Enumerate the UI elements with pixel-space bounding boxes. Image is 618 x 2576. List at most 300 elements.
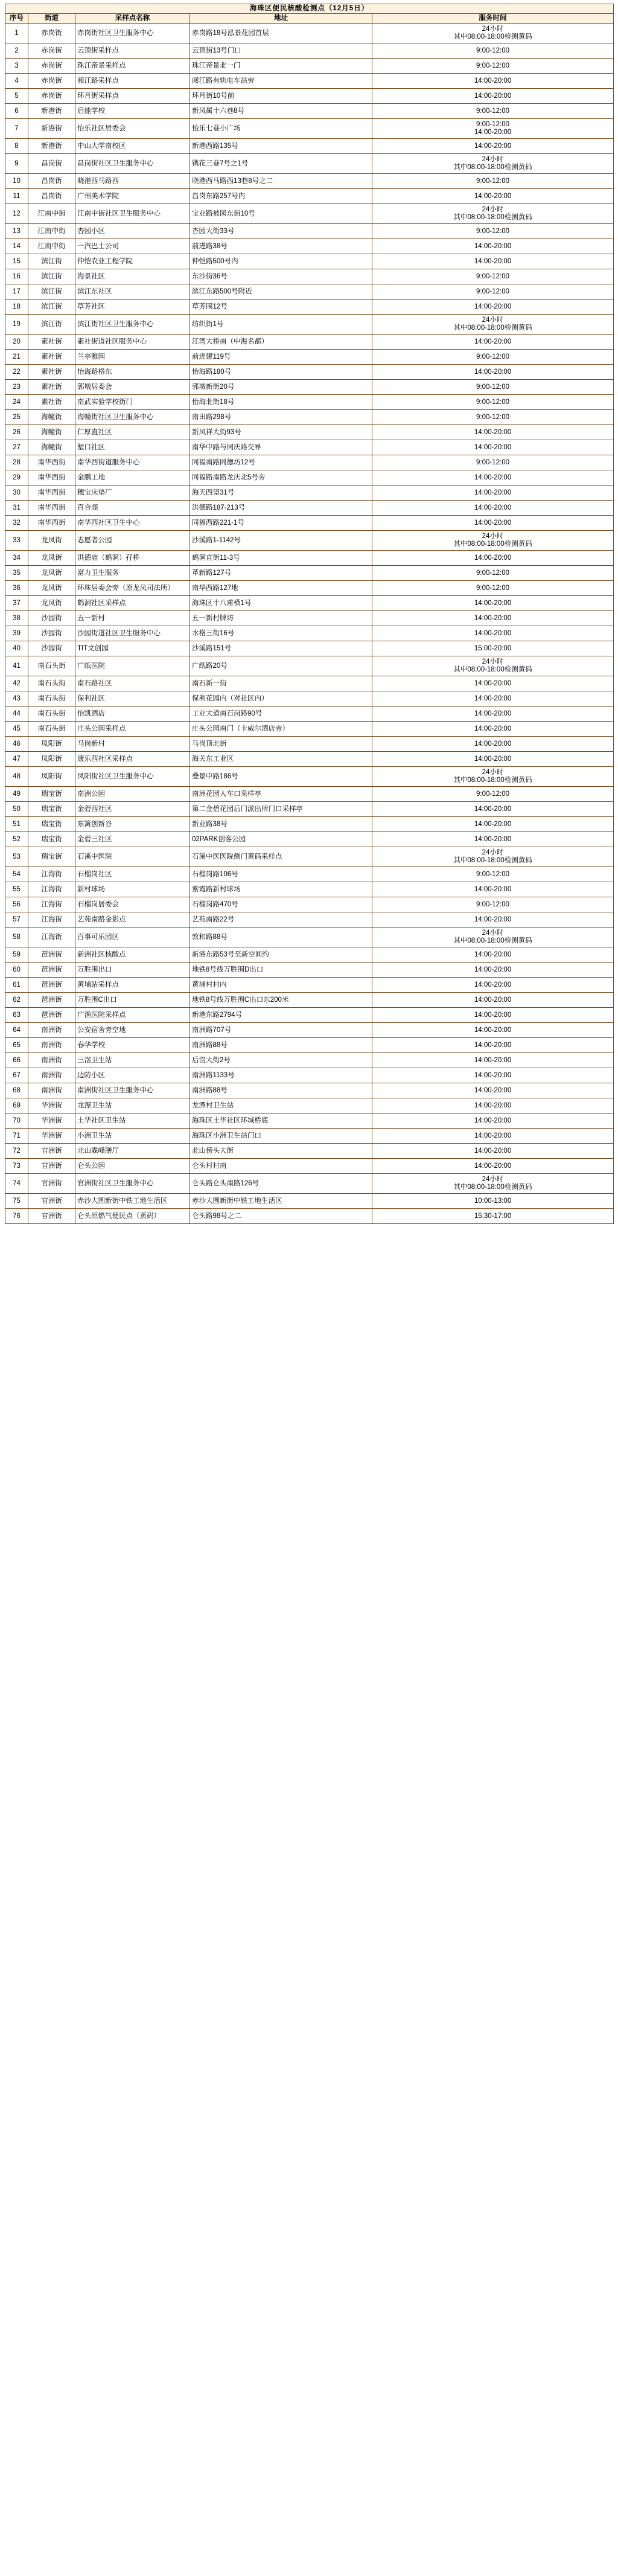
table-row <box>5 978 614 993</box>
cell-street: 昌岗街 <box>28 174 75 189</box>
cell-site-name: 鹤洞社区采样点 <box>75 596 190 611</box>
cell-index: 31 <box>5 501 28 516</box>
cell-site-name: 怡凯酒店 <box>75 706 190 722</box>
cell-index: 37 <box>5 596 28 611</box>
cell-service-time <box>372 224 614 239</box>
table-row <box>5 767 614 787</box>
service-time-line1: 24小时 <box>482 25 504 33</box>
cell-address: 新港东路53号至新空间约 <box>190 947 372 963</box>
cell-site-name: 黄埔站采样点 <box>75 978 190 993</box>
table-row <box>5 1174 614 1194</box>
cell-site-name: 康乐西社区采样点 <box>75 752 190 767</box>
cell-street: 滨江街 <box>28 269 75 284</box>
cell-service-time <box>372 239 614 254</box>
table-row <box>5 787 614 802</box>
cell-street: 南洲街 <box>28 1083 75 1098</box>
cell-address: 广纸路20号 <box>190 656 372 676</box>
cell-street: 赤岗街 <box>28 74 75 89</box>
cell-address: 怡乐七巷小广场 <box>190 119 372 139</box>
table-row <box>5 501 614 516</box>
cell-site-name: 庄头公园采样点 <box>75 722 190 737</box>
cell-street: 凤阳街 <box>28 767 75 787</box>
cell-street: 官洲街 <box>28 1174 75 1194</box>
cell-index: 33 <box>5 531 28 551</box>
cell-service-time <box>372 867 614 882</box>
table-row <box>5 947 614 963</box>
cell-street: 江南中街 <box>28 239 75 254</box>
testing-sites-table <box>5 4 614 1224</box>
cell-site-name: 素社街道社区服务中心 <box>75 335 190 350</box>
cell-site-name: 龙潭卫生站 <box>75 1098 190 1113</box>
cell-site-name: 沙园街道社区卫生服务中心 <box>75 626 190 641</box>
cell-service-time <box>372 802 614 817</box>
cell-service-time <box>372 626 614 641</box>
cell-service-time <box>372 1174 614 1194</box>
cell-site-name: 郭墩居委会 <box>75 380 190 395</box>
cell-site-name: 杏园小区 <box>75 224 190 239</box>
cell-index: 1 <box>5 24 28 43</box>
cell-service-time <box>372 566 614 581</box>
service-time-line1: 14:00-20:00 <box>474 192 512 200</box>
cell-service-time <box>372 656 614 676</box>
table-row <box>5 410 614 425</box>
cell-street: 瑞宝街 <box>28 787 75 802</box>
table-row <box>5 425 614 440</box>
cell-index: 48 <box>5 767 28 787</box>
service-time-line1: 14:00-20:00 <box>474 835 512 843</box>
page-title: 海珠区便民核酸检测点（12月5日） <box>5 4 614 14</box>
service-time-line1: 9:00-12:00 <box>476 383 510 391</box>
cell-street: 龙凤街 <box>28 551 75 566</box>
cell-index: 6 <box>5 104 28 119</box>
cell-site-name: 官洲街社区卫生服务中心 <box>75 1174 190 1194</box>
cell-service-time <box>372 119 614 139</box>
table-row <box>5 43 614 59</box>
cell-street: 江海街 <box>28 882 75 897</box>
cell-service-time <box>372 596 614 611</box>
service-time-line1: 14:00-20:00 <box>474 805 512 813</box>
service-time-line1: 24小时 <box>482 849 504 857</box>
cell-index: 70 <box>5 1113 28 1129</box>
table-row <box>5 1083 614 1098</box>
table-row <box>5 531 614 551</box>
table-row <box>5 1038 614 1053</box>
cell-street: 新港街 <box>28 104 75 119</box>
cell-index: 16 <box>5 269 28 284</box>
cell-site-name: 启能学校 <box>75 104 190 119</box>
cell-address: 江湾大桥南（中海名都） <box>190 335 372 350</box>
cell-street: 南洲街 <box>28 1068 75 1083</box>
service-time-line1: 14:00-20:00 <box>474 489 512 496</box>
cell-service-time <box>372 1083 614 1098</box>
cell-address: 仑头路98号之二 <box>190 1209 372 1224</box>
cell-service-time <box>372 269 614 284</box>
cell-service-time <box>372 787 614 802</box>
table-row <box>5 596 614 611</box>
table-row <box>5 1129 614 1144</box>
table-row <box>5 611 614 626</box>
cell-address: 仲恺路500号内 <box>190 254 372 269</box>
table-row <box>5 395 614 410</box>
cell-address: 石溪中医医院侧门黄码采样点 <box>190 847 372 867</box>
cell-service-time <box>372 284 614 300</box>
cell-site-name: 金鹏工地 <box>75 470 190 485</box>
service-time-line1: 9:00-12:00 <box>476 870 510 878</box>
cell-address: 南华中路与同庆路交界 <box>190 440 372 455</box>
cell-service-time <box>372 641 614 656</box>
service-time-line1: 24小时 <box>482 769 504 777</box>
service-time-line1: 14:00-20:00 <box>474 1147 512 1155</box>
service-time-line1: 24小时 <box>482 1176 504 1184</box>
cell-index: 9 <box>5 154 28 174</box>
cell-address: 第二金碧花园后门派出所门口采样亭 <box>190 802 372 817</box>
service-time-line1: 14:00-20:00 <box>474 519 512 527</box>
cell-service-time <box>372 722 614 737</box>
service-time-line1: 24小时 <box>482 206 504 214</box>
cell-address: 石榴岗路106号 <box>190 867 372 882</box>
cell-address: 新港东路2794号 <box>190 1008 372 1023</box>
cell-site-name: 环月街采样点 <box>75 89 190 104</box>
cell-site-name: 仁厚直社区 <box>75 425 190 440</box>
column-header-street: 街道 <box>28 14 75 24</box>
table-row <box>5 656 614 676</box>
cell-site-name: 赤岗街社区卫生服务中心 <box>75 24 190 43</box>
cell-street: 凤阳街 <box>28 752 75 767</box>
service-time-line2: 其中08:00-18:00检测黄码 <box>453 857 532 865</box>
cell-service-time <box>372 531 614 551</box>
service-time-line1: 14:00-20:00 <box>474 820 512 828</box>
table-row <box>5 204 614 224</box>
cell-service-time <box>372 928 614 947</box>
cell-index: 65 <box>5 1038 28 1053</box>
cell-service-time <box>372 963 614 978</box>
cell-index: 64 <box>5 1023 28 1038</box>
cell-index: 52 <box>5 832 28 847</box>
table-row <box>5 706 614 722</box>
cell-street: 瑞宝街 <box>28 832 75 847</box>
cell-address: 仑头路仑头南路126号 <box>190 1174 372 1194</box>
service-time-line1: 9:00-12:00 <box>476 569 510 577</box>
cell-site-name: 富力卫生服务 <box>75 566 190 581</box>
cell-street: 华洲街 <box>28 1129 75 1144</box>
table-row <box>5 284 614 300</box>
service-time-line1: 24小时 <box>482 316 504 324</box>
cell-index: 21 <box>5 350 28 365</box>
cell-index: 58 <box>5 928 28 947</box>
service-time-line1: 14:00-20:00 <box>474 242 512 250</box>
cell-address: 晓港西马路西13巷8号之二 <box>190 174 372 189</box>
cell-index: 30 <box>5 485 28 501</box>
cell-address: 紫霞路新村球场 <box>190 882 372 897</box>
cell-index: 45 <box>5 722 28 737</box>
service-time-line1: 14:00-20:00 <box>474 755 512 763</box>
service-time-line1: 14:00-20:00 <box>474 443 512 451</box>
cell-street: 南洲街 <box>28 1038 75 1053</box>
cell-site-name: 赤沙大围新街中铁工地生活区 <box>75 1194 190 1209</box>
cell-address: 石榴岗路470号 <box>190 897 372 912</box>
cell-street: 江南中街 <box>28 224 75 239</box>
service-time-line1: 14:00-20:00 <box>474 740 512 748</box>
cell-service-time <box>372 59 614 74</box>
cell-service-time <box>372 1113 614 1129</box>
cell-service-time <box>372 1098 614 1113</box>
cell-address: 地铁8号线万胜围D出口 <box>190 963 372 978</box>
cell-index: 61 <box>5 978 28 993</box>
cell-index: 72 <box>5 1144 28 1159</box>
cell-street: 海幢街 <box>28 440 75 455</box>
cell-site-name: 穗宝床垫厂 <box>75 485 190 501</box>
service-time-line1: 14:00-20:00 <box>474 142 512 150</box>
cell-street: 华洲街 <box>28 1113 75 1129</box>
cell-index: 27 <box>5 440 28 455</box>
cell-site-name: 草芳社区 <box>75 300 190 315</box>
cell-street: 赤岗街 <box>28 43 75 59</box>
cell-street: 南石头街 <box>28 706 75 722</box>
page-container <box>0 0 618 1230</box>
cell-service-time <box>372 485 614 501</box>
cell-site-name: 石溪中医院 <box>75 847 190 867</box>
cell-address: 南田路298号 <box>190 410 372 425</box>
service-time-line2: 其中08:00-18:00检测黄码 <box>453 777 532 784</box>
table-row <box>5 1023 614 1038</box>
cell-address: 革新路127号 <box>190 566 372 581</box>
cell-index: 39 <box>5 626 28 641</box>
cell-site-name: 广州美术学院 <box>75 189 190 204</box>
service-time-line1: 14:00-20:00 <box>474 915 512 923</box>
cell-street: 江南中街 <box>28 204 75 224</box>
cell-address: 后滘大街2号 <box>190 1053 372 1068</box>
cell-service-time <box>372 1209 614 1224</box>
cell-address: 马岗顶北街 <box>190 737 372 752</box>
table-row <box>5 722 614 737</box>
cell-address: 珠江帝景北一门 <box>190 59 372 74</box>
service-time-line2: 其中08:00-18:00检测黄码 <box>453 540 532 548</box>
cell-address: 镌花三巷7号之1号 <box>190 154 372 174</box>
cell-street: 江海街 <box>28 928 75 947</box>
cell-service-time <box>372 365 614 380</box>
cell-index: 73 <box>5 1159 28 1174</box>
table-row <box>5 224 614 239</box>
cell-service-time <box>372 89 614 104</box>
service-time-line1: 14:00-20:00 <box>474 725 512 732</box>
service-time-line1: 9:00-12:00 <box>476 272 510 280</box>
service-time-line1: 14:00-20:00 <box>474 368 512 376</box>
service-time-line1: 14:00-20:00 <box>474 1086 512 1094</box>
table-row <box>5 897 614 912</box>
table-row <box>5 847 614 867</box>
service-time-line1: 14:00-20:00 <box>474 885 512 893</box>
cell-address: 新业路38号 <box>190 817 372 832</box>
cell-address: 鹤洞直街11-3号 <box>190 551 372 566</box>
cell-street: 琶洲街 <box>28 1008 75 1023</box>
cell-index: 53 <box>5 847 28 867</box>
cell-street: 瑞宝街 <box>28 817 75 832</box>
cell-street: 素社街 <box>28 395 75 410</box>
table-row <box>5 581 614 596</box>
cell-index: 8 <box>5 139 28 154</box>
cell-address: 洪德路187-213号 <box>190 501 372 516</box>
cell-address: 云顶街13号门口 <box>190 43 372 59</box>
cell-site-name: 仑头原燃气便民点（黄码） <box>75 1209 190 1224</box>
cell-site-name: 百事可乐园区 <box>75 928 190 947</box>
cell-index: 67 <box>5 1068 28 1083</box>
service-time-line1: 9:00-12:00 <box>476 353 510 360</box>
cell-service-time <box>372 335 614 350</box>
cell-street: 赤岗街 <box>28 89 75 104</box>
cell-street: 江海街 <box>28 897 75 912</box>
service-time-line1: 9:00-12:00 <box>476 287 510 295</box>
cell-index: 38 <box>5 611 28 626</box>
cell-index: 60 <box>5 963 28 978</box>
service-time-line1: 14:00-20:00 <box>474 629 512 637</box>
cell-address: 怡海路180号 <box>190 365 372 380</box>
cell-address: 杏园大街33号 <box>190 224 372 239</box>
cell-site-name: 中山大学南校区 <box>75 139 190 154</box>
cell-site-name: 南洲街社区卫生服务中心 <box>75 1083 190 1098</box>
table-row <box>5 882 614 897</box>
cell-service-time <box>372 139 614 154</box>
cell-street: 南洲街 <box>28 1023 75 1038</box>
cell-site-name: 怡海路格东 <box>75 365 190 380</box>
column-header-service-time: 服务时间 <box>372 14 614 24</box>
cell-service-time <box>372 737 614 752</box>
cell-service-time <box>372 691 614 706</box>
cell-address: 滨江东路500号附近 <box>190 284 372 300</box>
cell-street: 素社街 <box>28 365 75 380</box>
table-row <box>5 867 614 882</box>
cell-street: 瑞宝街 <box>28 802 75 817</box>
cell-service-time <box>372 24 614 43</box>
cell-service-time <box>372 581 614 596</box>
service-time-line1: 9:00-12:00 <box>476 413 510 421</box>
cell-index: 7 <box>5 119 28 139</box>
service-time-line1: 14:00-20:00 <box>474 303 512 310</box>
cell-service-time <box>372 611 614 626</box>
cell-index: 54 <box>5 867 28 882</box>
cell-site-name: 南武实验学校街门 <box>75 395 190 410</box>
cell-address: 前进路38号 <box>190 239 372 254</box>
cell-service-time <box>372 847 614 867</box>
cell-address: 同福南路同德坊12号 <box>190 455 372 470</box>
cell-street: 滨江街 <box>28 284 75 300</box>
cell-address: 南洲路1133号 <box>190 1068 372 1083</box>
cell-street: 龙凤街 <box>28 581 75 596</box>
cell-street: 官洲街 <box>28 1209 75 1224</box>
cell-index: 22 <box>5 365 28 380</box>
cell-site-name: 怡乐社区居委会 <box>75 119 190 139</box>
service-time-line1: 14:00-20:00 <box>474 1026 512 1034</box>
table-row <box>5 516 614 531</box>
service-time-line1: 14:00-20:00 <box>474 92 512 100</box>
cell-index: 24 <box>5 395 28 410</box>
service-time-line1: 9:00-12:00 <box>476 62 510 69</box>
table-row <box>5 315 614 335</box>
cell-site-name: 广纸医院 <box>75 656 190 676</box>
cell-index: 35 <box>5 566 28 581</box>
cell-index: 56 <box>5 897 28 912</box>
service-time-line1: 10:00-13:00 <box>474 1197 512 1205</box>
cell-service-time <box>372 1194 614 1209</box>
table-row <box>5 239 614 254</box>
cell-address: 沙溪路1-1142号 <box>190 531 372 551</box>
cell-site-name: 新洲社区核酸点 <box>75 947 190 963</box>
cell-site-name: 土华社区卫生站 <box>75 1113 190 1129</box>
table-row <box>5 1068 614 1083</box>
cell-address: 仑头村村南 <box>190 1159 372 1174</box>
cell-site-name: 北山霖峰膳厅 <box>75 1144 190 1159</box>
cell-service-time <box>372 978 614 993</box>
cell-address: 环月街10号前 <box>190 89 372 104</box>
cell-street: 新港街 <box>28 119 75 139</box>
cell-service-time <box>372 204 614 224</box>
cell-site-name: 马岗新村 <box>75 737 190 752</box>
cell-index: 20 <box>5 335 28 350</box>
cell-address: 怡海北街18号 <box>190 395 372 410</box>
cell-service-time <box>372 455 614 470</box>
cell-street: 南石头街 <box>28 656 75 676</box>
cell-service-time <box>372 174 614 189</box>
table-row <box>5 1053 614 1068</box>
table-row <box>5 1209 614 1224</box>
table-row <box>5 300 614 315</box>
cell-street: 沙园街 <box>28 641 75 656</box>
cell-service-time <box>372 912 614 928</box>
table-row <box>5 691 614 706</box>
service-time-line2: 其中08:00-18:00检测黄码 <box>453 164 532 171</box>
cell-index: 14 <box>5 239 28 254</box>
table-row <box>5 1144 614 1159</box>
service-time-line1: 9:00-12:00 <box>476 121 510 129</box>
table-row <box>5 119 614 139</box>
service-time-line1: 14:00-20:00 <box>474 981 512 988</box>
cell-street: 南华西街 <box>28 455 75 470</box>
service-time-line2: 其中08:00-18:00检测黄码 <box>453 937 532 945</box>
cell-index: 19 <box>5 315 28 335</box>
cell-street: 琶洲街 <box>28 947 75 963</box>
cell-street: 江海街 <box>28 867 75 882</box>
cell-address: 庄头公园南门（卡威尔酒店旁） <box>190 722 372 737</box>
cell-address: 五一新村牌坊 <box>190 611 372 626</box>
service-time-line2: 其中08:00-18:00检测黄码 <box>453 666 532 674</box>
cell-address: 南石新一街 <box>190 676 372 691</box>
cell-address: 昌岗东路257号内 <box>190 189 372 204</box>
cell-street: 新港街 <box>28 139 75 154</box>
cell-street: 海幢街 <box>28 425 75 440</box>
cell-address: 艺苑南路22号 <box>190 912 372 928</box>
cell-address: 赤沙大围新街中铁工地生活区 <box>190 1194 372 1209</box>
cell-service-time <box>372 395 614 410</box>
cell-index: 4 <box>5 74 28 89</box>
cell-site-name: 万胜围C出口 <box>75 993 190 1008</box>
service-time-line1: 14:00-20:00 <box>474 679 512 687</box>
table-row <box>5 1008 614 1023</box>
table-row <box>5 335 614 350</box>
cell-service-time <box>372 817 614 832</box>
cell-service-time <box>372 1068 614 1083</box>
cell-service-time <box>372 947 614 963</box>
column-header-address: 地址 <box>190 14 372 24</box>
cell-site-name: 石榴岗居委会 <box>75 897 190 912</box>
cell-site-name: 石榴岗社区 <box>75 867 190 882</box>
table-row <box>5 1159 614 1174</box>
cell-address: 南洲花园人车口采样亭 <box>190 787 372 802</box>
cell-service-time <box>372 350 614 365</box>
cell-index: 42 <box>5 676 28 691</box>
cell-address: 黄埔村村内 <box>190 978 372 993</box>
cell-address: 阅江路有轨电车站旁 <box>190 74 372 89</box>
service-time-line1: 15:30-17:00 <box>474 1212 512 1220</box>
cell-index: 11 <box>5 189 28 204</box>
